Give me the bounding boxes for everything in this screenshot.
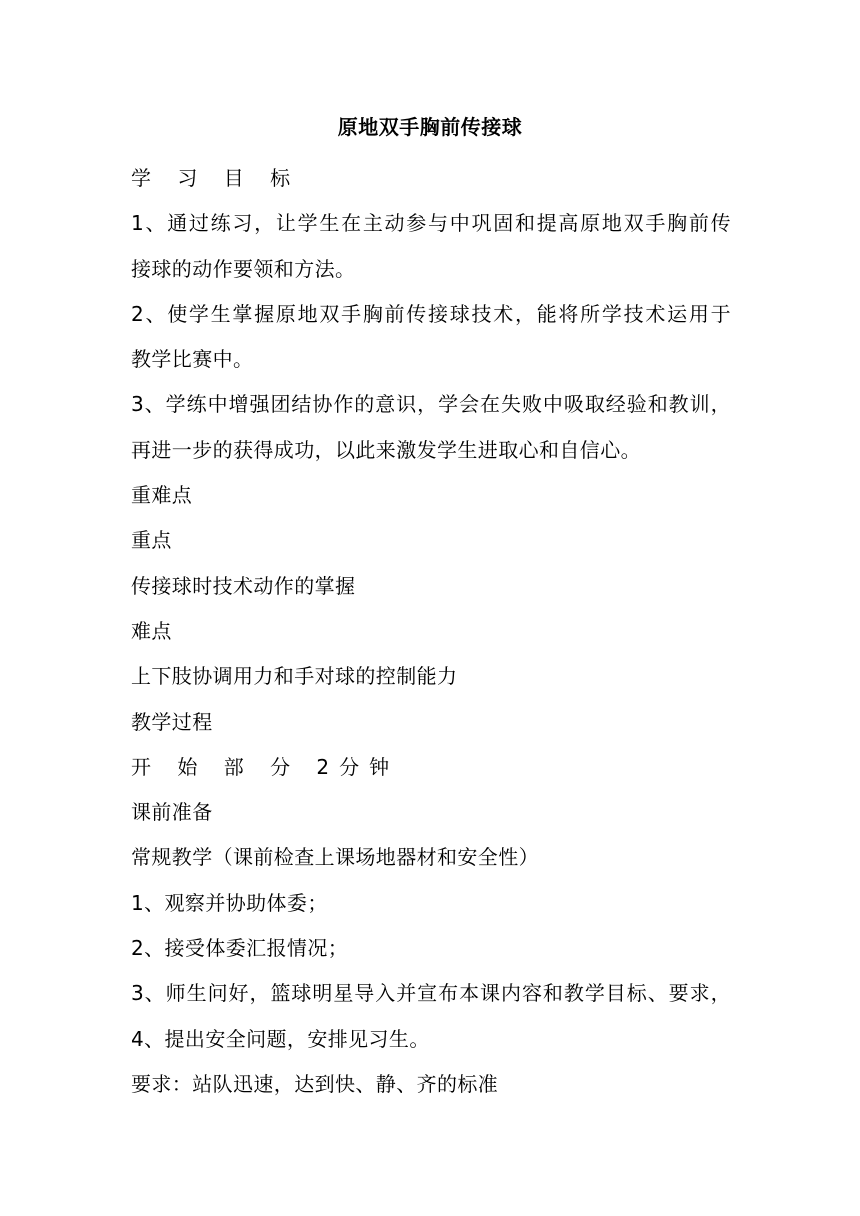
objective-1-line-2: 接球的动作要领和方法。 (131, 256, 356, 281)
opening-part-heading: 开 始 部 分 2分钟 (131, 754, 400, 779)
subheading-key-point: 重点 (131, 528, 172, 553)
routine-step-1: 1、观察并协助体委； (131, 890, 328, 915)
section-heading-objectives: 学 习 目 标 (131, 166, 301, 190)
routine-teaching-text: 常规教学（课前检查上课场地器材和安全性） (131, 845, 539, 870)
difficult-point-text: 上下肢协调用力和手对球的控制能力 (131, 664, 458, 689)
pre-class-preparation-heading: 课前准备 (131, 800, 213, 825)
document-body (131, 156, 731, 1107)
routine-step-4: 4、提出安全问题，安排见习生。 (131, 1026, 430, 1051)
key-point-text: 传接球时技术动作的掌握 (131, 573, 356, 598)
requirements-text: 要求：站队迅速，达到快、静、齐的标准 (131, 1071, 499, 1096)
routine-step-3: 3、师生问好，篮球明星导入并宣布本课内容和教学目标、要求， (131, 981, 731, 1006)
routine-step-2: 2、接受体委汇报情况； (131, 936, 349, 961)
document-title: 原地双手胸前传接球 (337, 115, 523, 139)
objective-3-line-2: 再进一步的获得成功，以此来激发学生进取心和自信心。 (131, 437, 641, 462)
objective-2-line-2: 教学比赛中。 (131, 347, 254, 372)
section-heading-teaching-process: 教学过程 (131, 709, 213, 734)
objective-1-line-1: 1、通过练习，让学生在主动参与中巩固和提高原地双手胸前传 (131, 211, 731, 236)
section-heading-key-difficult-points: 重难点 (131, 483, 193, 508)
subheading-difficult-point: 难点 (131, 618, 172, 643)
objective-3-line-1: 3、学练中增强团结协作的意识，学会在失败中吸取经验和教训， (131, 392, 731, 417)
objective-2-line-1: 2、使学生掌握原地双手胸前传接球技术，能将所学技术运用于 (131, 301, 731, 326)
